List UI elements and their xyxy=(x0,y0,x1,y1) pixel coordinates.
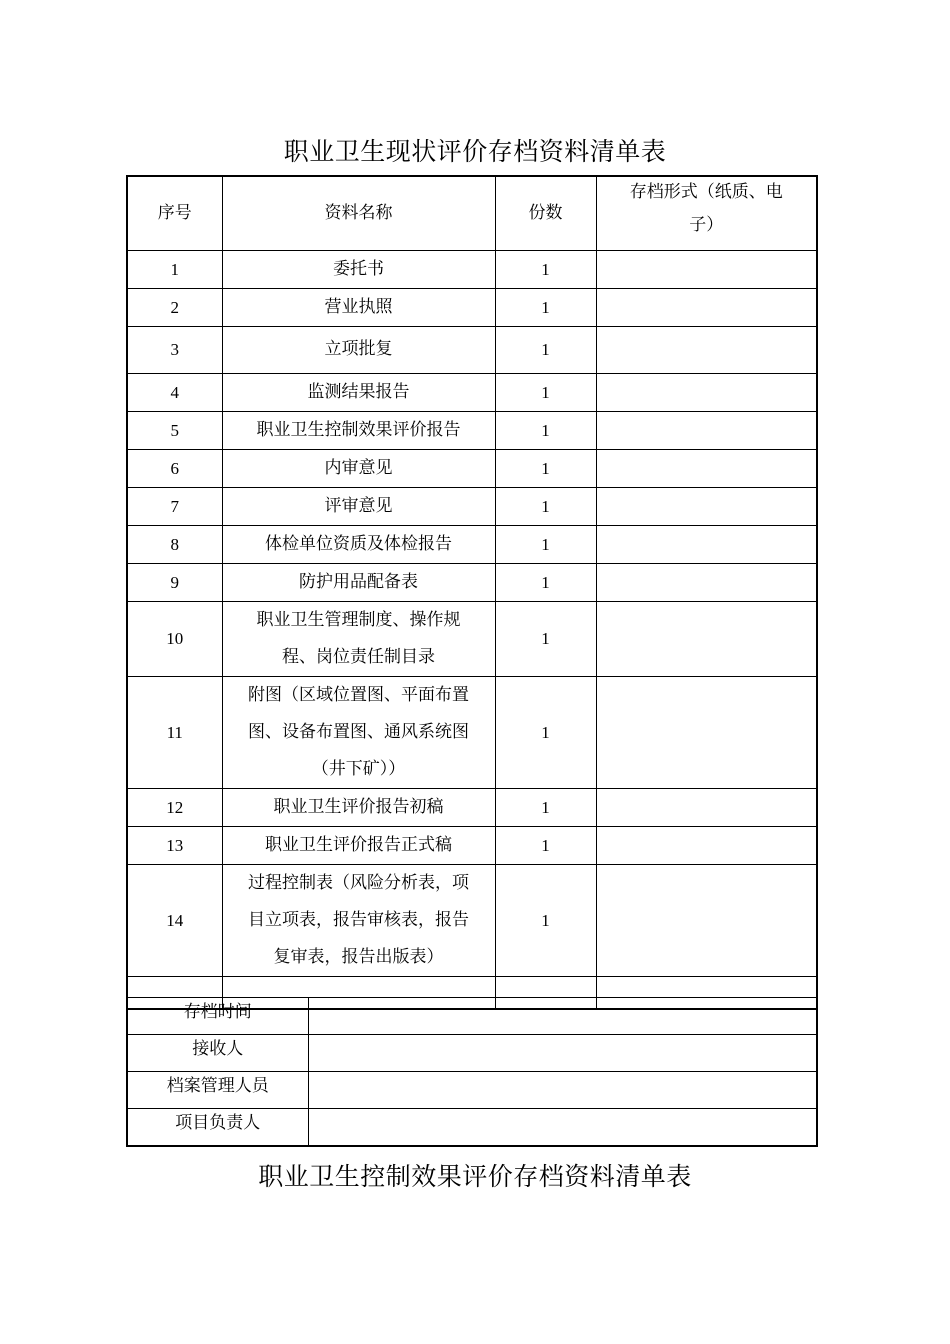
table-row xyxy=(127,326,817,373)
row-document-name xyxy=(222,525,495,563)
row-document-name-line: 过程控制表（风险分析表，项 xyxy=(248,872,469,893)
row-archive-form[interactable] xyxy=(596,864,817,976)
signoff-row xyxy=(127,1072,817,1109)
row-document-name xyxy=(222,826,495,864)
signoff-value[interactable] xyxy=(308,998,817,1035)
row-seq: 13 xyxy=(127,826,222,864)
table-body xyxy=(127,250,817,1009)
row-document-name xyxy=(222,449,495,487)
archive-signoff-table xyxy=(126,997,818,1147)
row-document-name xyxy=(222,411,495,449)
row-copies: 1 xyxy=(495,788,596,826)
row-archive-form[interactable] xyxy=(596,449,817,487)
table-row xyxy=(127,601,817,676)
row-document-name-line: 监测结果报告 xyxy=(307,381,410,402)
row-document-name xyxy=(222,563,495,601)
signoff-label: 档案管理人员 xyxy=(127,1072,308,1109)
row-seq: 5 xyxy=(127,411,222,449)
row-document-name xyxy=(222,676,495,788)
row-seq: 12 xyxy=(127,788,222,826)
row-archive-form[interactable] xyxy=(596,788,817,826)
row-seq: 14 xyxy=(127,864,222,976)
row-document-name xyxy=(222,601,495,676)
row-document-name-line: 职业卫生管理制度、操作规 xyxy=(256,609,461,630)
row-document-name-line: 评审意见 xyxy=(324,495,393,516)
table-row xyxy=(127,288,817,326)
row-document-name-line: 立项批复 xyxy=(324,339,393,359)
page-title: 职业卫生现状评价存档资料清单表 xyxy=(283,137,667,166)
row-copies: 1 xyxy=(495,864,596,976)
row-seq: 7 xyxy=(127,487,222,525)
table-row xyxy=(127,788,817,826)
row-archive-form[interactable] xyxy=(596,487,817,525)
row-document-name xyxy=(222,250,495,288)
row-seq: 1 xyxy=(127,250,222,288)
row-seq: 11 xyxy=(127,676,222,788)
signoff-value[interactable] xyxy=(308,1072,817,1109)
row-document-name xyxy=(222,487,495,525)
row-seq: 3 xyxy=(127,326,222,373)
table-header-row xyxy=(127,176,817,250)
row-document-name xyxy=(222,788,495,826)
signoff-body xyxy=(127,998,817,1146)
row-archive-form[interactable] xyxy=(596,676,817,788)
row-copies: 1 xyxy=(495,449,596,487)
next-section-title: 职业卫生控制效果评价存档资料清单表 xyxy=(258,1162,692,1191)
row-document-name-line: 附图（区域位置图、平面布置 xyxy=(248,684,469,705)
row-archive-form[interactable] xyxy=(596,326,817,373)
header-name: 资料名称 xyxy=(222,176,495,250)
table-row xyxy=(127,487,817,525)
table-row xyxy=(127,563,817,601)
row-archive-form[interactable] xyxy=(596,411,817,449)
row-document-name-line: 复审表，报告出版表） xyxy=(273,946,444,967)
table-row xyxy=(127,676,817,788)
row-copies: 1 xyxy=(495,250,596,288)
row-seq: 6 xyxy=(127,449,222,487)
row-copies: 1 xyxy=(495,676,596,788)
row-document-name-line: 职业卫生评价报告正式稿 xyxy=(265,834,452,855)
row-document-name-line: 防护用品配备表 xyxy=(299,571,418,592)
row-document-name-line: 职业卫生控制效果评价报告 xyxy=(256,419,461,440)
row-seq: 9 xyxy=(127,563,222,601)
row-copies: 1 xyxy=(495,487,596,525)
signoff-label: 接收人 xyxy=(127,1035,308,1072)
table-row xyxy=(127,826,817,864)
row-document-name xyxy=(222,373,495,411)
signoff-value[interactable] xyxy=(308,1109,817,1146)
table-row xyxy=(127,411,817,449)
row-document-name-line: 委托书 xyxy=(333,258,384,279)
signoff-row xyxy=(127,998,817,1035)
row-document-name-line: 图、设备布置图、通风系统图 xyxy=(248,721,469,742)
row-document-name-line: 体检单位资质及体检报告 xyxy=(265,533,452,554)
row-seq: 2 xyxy=(127,288,222,326)
header-archive-form xyxy=(596,176,817,250)
row-copies: 1 xyxy=(495,525,596,563)
row-archive-form[interactable] xyxy=(596,373,817,411)
row-copies: 1 xyxy=(495,411,596,449)
table-row xyxy=(127,250,817,288)
row-document-name xyxy=(222,326,495,373)
row-document-name-line: 目立项表，报告审核表，报告 xyxy=(248,909,469,930)
row-seq: 10 xyxy=(127,601,222,676)
row-document-name-line: 程、岗位责任制目录 xyxy=(282,646,435,667)
row-copies: 1 xyxy=(495,373,596,411)
header-seq: 序号 xyxy=(127,176,222,250)
row-document-name-line: 营业执照 xyxy=(324,296,393,317)
signoff-label: 项目负责人 xyxy=(127,1109,308,1146)
row-archive-form[interactable] xyxy=(596,601,817,676)
row-document-name-line: 内审意见 xyxy=(324,457,393,478)
header-count: 份数 xyxy=(495,176,596,250)
row-archive-form[interactable] xyxy=(596,288,817,326)
row-document-name xyxy=(222,864,495,976)
signoff-row xyxy=(127,1109,817,1146)
signoff-row xyxy=(127,1035,817,1072)
header-archive-form-line2: 子） xyxy=(689,215,724,235)
row-archive-form[interactable] xyxy=(596,250,817,288)
row-archive-form[interactable] xyxy=(596,563,817,601)
signoff-value[interactable] xyxy=(308,1035,817,1072)
archive-checklist-table xyxy=(126,175,818,1010)
row-document-name-line: 职业卫生评价报告初稿 xyxy=(273,796,444,817)
row-copies: 1 xyxy=(495,826,596,864)
row-archive-form[interactable] xyxy=(596,525,817,563)
row-seq: 8 xyxy=(127,525,222,563)
row-archive-form[interactable] xyxy=(596,826,817,864)
table-row xyxy=(127,373,817,411)
row-copies: 1 xyxy=(495,288,596,326)
row-copies: 1 xyxy=(495,601,596,676)
signoff-label: 存档时间 xyxy=(127,998,308,1035)
row-copies: 1 xyxy=(495,563,596,601)
table-row xyxy=(127,525,817,563)
row-document-name xyxy=(222,288,495,326)
row-copies: 1 xyxy=(495,326,596,373)
row-document-name-line: （井下矿）） xyxy=(311,758,406,779)
table-row xyxy=(127,449,817,487)
row-seq: 4 xyxy=(127,373,222,411)
table-row xyxy=(127,864,817,976)
header-archive-form-line1: 存档形式（纸质、电 xyxy=(629,182,783,202)
